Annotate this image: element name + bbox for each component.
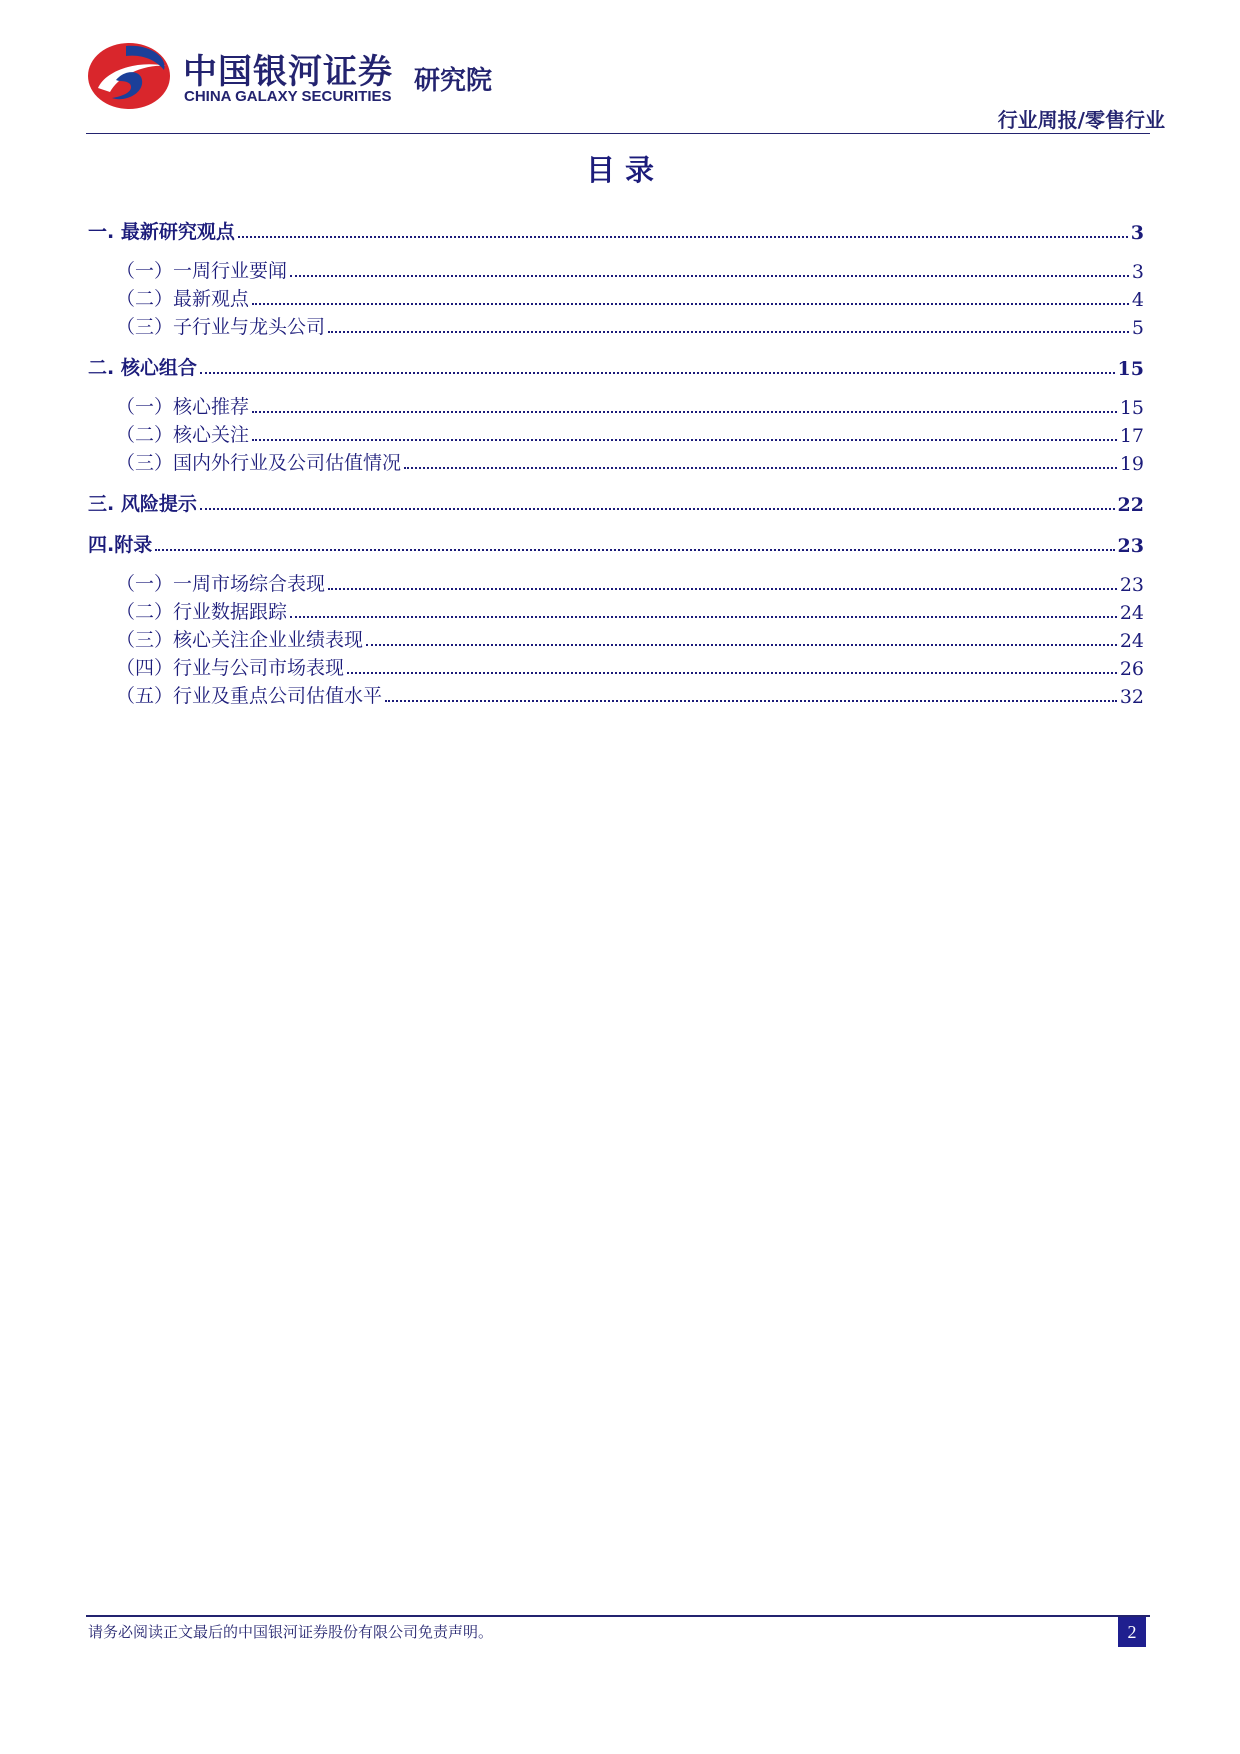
toc-entry[interactable] [88, 352, 1144, 380]
toc-entry-page: 19 [1119, 453, 1144, 475]
dot-leader [404, 467, 1117, 469]
dot-leader [252, 439, 1117, 441]
toc-entry-label: （三）核心关注企业业绩表现 [116, 629, 364, 651]
toc-entry-label: （二）核心关注 [116, 424, 250, 446]
dot-leader [252, 411, 1117, 413]
toc-entry-page: 15 [1119, 397, 1144, 419]
toc-entry-page: 5 [1131, 317, 1144, 339]
dot-leader [366, 644, 1117, 646]
header-divider [86, 133, 1150, 134]
dot-leader [200, 372, 1115, 374]
dot-leader [155, 549, 1114, 551]
toc-entry-label: （一）一周行业要闻 [116, 260, 288, 282]
toc-entry-label: （三）国内外行业及公司估值情况 [116, 452, 402, 474]
toc-entry[interactable] [88, 216, 1144, 244]
toc-entry-page: 17 [1119, 425, 1144, 447]
toc-entry-label: （二）行业数据跟踪 [116, 601, 288, 623]
footer-disclaimer: 请务必阅读正文最后的中国银河证券股份有限公司免责声明。 [88, 1623, 494, 1641]
toc-entry[interactable] [88, 652, 1144, 680]
toc-entry-page: 3 [1130, 222, 1144, 244]
dot-leader [328, 588, 1117, 590]
toc-entry-label: （一）核心推荐 [116, 396, 250, 418]
toc-entry[interactable] [88, 311, 1144, 339]
toc-entry-page: 24 [1119, 630, 1144, 652]
toc-entry-page: 15 [1117, 358, 1144, 380]
toc-entry-page: 23 [1119, 574, 1144, 596]
toc-entry-label: 一. 最新研究观点 [88, 221, 235, 243]
toc-entry[interactable] [88, 529, 1144, 557]
toc-entry[interactable] [88, 447, 1144, 475]
toc-title: 目 录 [585, 153, 655, 187]
toc-entry-label: 三. 风险提示 [88, 493, 197, 515]
brand-name-cn: 中国银河证券 [183, 52, 393, 92]
toc-entry-label: 四.附录 [88, 534, 153, 556]
brand-institute: 研究院 [414, 66, 493, 96]
dot-leader [200, 508, 1115, 510]
dot-leader [328, 331, 1129, 333]
toc-entry-label: （一）一周市场综合表现 [116, 573, 326, 595]
toc-entry[interactable] [88, 255, 1144, 283]
page-number-badge: 2 [1118, 1617, 1146, 1647]
dot-leader [290, 275, 1129, 277]
toc-entry[interactable] [88, 488, 1144, 516]
dot-leader [238, 236, 1128, 238]
toc-entry[interactable] [88, 283, 1144, 311]
dot-leader [290, 616, 1117, 618]
dot-leader [385, 700, 1117, 702]
toc-entry-label: （三）子行业与龙头公司 [116, 316, 326, 338]
toc-entry[interactable] [88, 419, 1144, 447]
toc-entry-label: 二. 核心组合 [88, 357, 197, 379]
toc-entry-label: （二）最新观点 [116, 288, 250, 310]
toc-entry-page: 3 [1131, 261, 1144, 283]
toc-entry-label: （四）行业与公司市场表现 [116, 657, 345, 679]
dot-leader [252, 303, 1129, 305]
brand-name-en: CHINA GALAXY SECURITIES [184, 88, 392, 105]
toc-entry-label: （五）行业及重点公司估值水平 [116, 685, 383, 707]
toc-entry[interactable] [88, 596, 1144, 624]
toc-entry-page: 24 [1119, 602, 1144, 624]
report-type: 行业周报/零售行业 [997, 108, 1165, 132]
table-of-contents [88, 216, 1144, 708]
footer-divider [86, 1615, 1150, 1617]
dot-leader [347, 672, 1117, 674]
toc-entry[interactable] [88, 568, 1144, 596]
toc-entry-page: 32 [1119, 686, 1144, 708]
toc-entry-page: 23 [1117, 535, 1144, 557]
china-galaxy-logo-icon [86, 40, 172, 112]
toc-entry[interactable] [88, 391, 1144, 419]
toc-entry-page: 22 [1117, 494, 1144, 516]
toc-entry-page: 4 [1131, 289, 1144, 311]
toc-entry[interactable] [88, 624, 1144, 652]
toc-entry[interactable] [88, 680, 1144, 708]
toc-entry-page: 26 [1119, 658, 1144, 680]
